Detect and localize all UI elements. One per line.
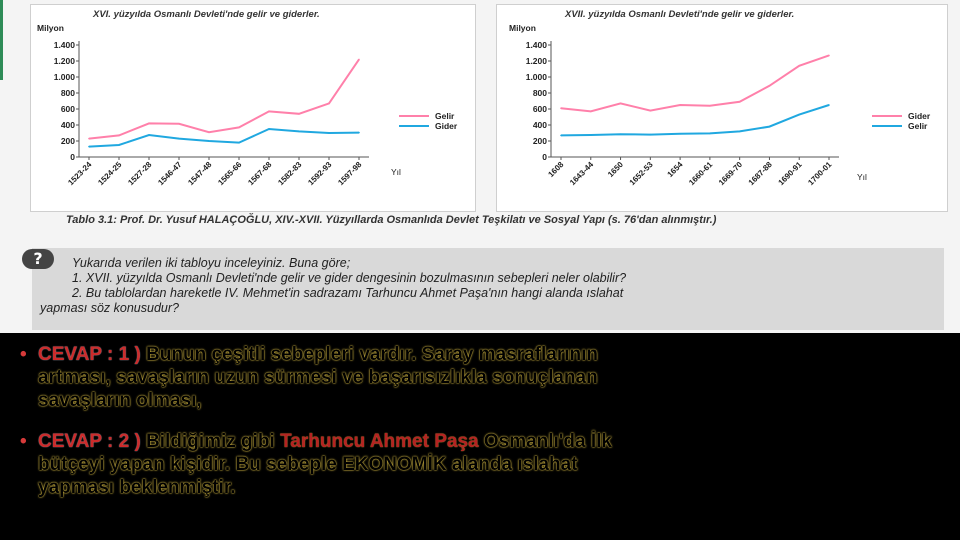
data-point	[238, 127, 240, 129]
data-point	[798, 114, 800, 116]
y-tick-label: 800	[532, 88, 547, 98]
data-point	[828, 104, 830, 106]
data-point	[178, 138, 180, 140]
data-point	[828, 55, 830, 57]
data-point	[358, 59, 360, 61]
question-intro: Yukarıda verilen iki tabloyu inceleyiniz. Buna göre;	[72, 256, 351, 270]
answer-2-label: CEVAP : 2 )	[38, 431, 141, 452]
x-tick-label: 1700-01	[806, 160, 834, 188]
x-tick-label: 1669-70	[716, 160, 745, 188]
data-point	[268, 111, 270, 113]
x-tick-label: 1582-83	[276, 160, 304, 188]
chart-17th-century	[496, 4, 948, 212]
bullet: •	[20, 344, 27, 365]
y-tick-label: 200	[60, 136, 75, 146]
x-axis-label: Yıl	[857, 172, 867, 182]
x-tick-label: 1546-47	[156, 160, 184, 188]
data-point	[268, 128, 270, 130]
series-lines	[560, 55, 830, 137]
x-tick-label: 1567-68	[246, 160, 274, 188]
answer-2-text-1: Bildiğimiz gibi	[140, 431, 281, 452]
data-point	[88, 146, 90, 148]
y-unit-label: Milyon	[509, 23, 536, 33]
y-tick-label: 800	[60, 88, 75, 98]
x-tick-label: 1597-98	[336, 160, 364, 188]
data-point	[148, 134, 150, 136]
data-point	[709, 105, 711, 107]
chart-16th-svg	[31, 5, 475, 211]
chart-17th-svg	[497, 5, 947, 211]
legend-label: Gider	[435, 121, 458, 131]
answer-2	[20, 430, 900, 499]
data-point	[298, 113, 300, 115]
x-tick-label: 1524-25	[96, 160, 124, 188]
data-point	[328, 103, 330, 105]
y-ticks	[54, 40, 79, 162]
x-ticks	[66, 157, 364, 187]
question-1: 1. XVII. yüzyılda Osmanlı Devleti'nde gelir ve gider dengesinin bozulmasının sebepleri neler olabilir?	[72, 271, 627, 285]
x-tick-label: 1547-48	[186, 160, 214, 188]
x-axis-label: Yıl	[391, 167, 401, 177]
question-text	[40, 256, 940, 316]
legend-label: Gider	[908, 111, 931, 121]
edge-accent	[0, 0, 3, 80]
answer-1-text-1: Bunun çeşitli sebepleri vardır. Saray masraflarının	[140, 344, 599, 365]
series-line-gider	[561, 55, 829, 111]
x-tick-label: 1687-88	[746, 160, 774, 188]
y-tick-label: 600	[532, 104, 547, 114]
data-point	[650, 134, 652, 136]
bullet: •	[20, 431, 27, 452]
y-unit-label: Milyon	[37, 23, 64, 33]
y-tick-label: 0	[542, 152, 547, 162]
answer-2-text-4: yapması beklenmiştir.	[38, 477, 236, 498]
data-point	[709, 133, 711, 135]
legend-label: Gelir	[435, 111, 455, 121]
data-point	[148, 123, 150, 125]
data-point	[298, 131, 300, 133]
y-tick-label: 1.000	[525, 72, 547, 82]
y-tick-label: 0	[70, 152, 75, 162]
y-tick-label: 1.400	[525, 40, 547, 50]
data-point	[590, 134, 592, 136]
data-point	[739, 101, 741, 103]
y-tick-label: 1.000	[53, 72, 75, 82]
y-tick-label: 1.200	[53, 56, 75, 66]
question-mark-icon: ?	[22, 249, 54, 269]
data-point	[739, 131, 741, 133]
question-2: 2. Bu tablolardan hareketle IV. Mehmet'in sadrazamı Tarhuncu Ahmet Paşa'nın hangi alanda ıslahat	[72, 286, 624, 300]
y-tick-label: 400	[60, 120, 75, 130]
x-tick-label: 1660-61	[687, 160, 715, 188]
data-point	[208, 140, 210, 142]
data-point	[178, 123, 180, 125]
data-point	[620, 103, 622, 105]
y-tick-label: 1.400	[53, 40, 75, 50]
answer-2-text-2: Osmanlı'da İlk	[478, 431, 612, 452]
y-tick-label: 400	[532, 120, 547, 130]
answer-1-text-2: artması, savaşların uzun sürmesi ve başarısızlıkla sonuçlanan	[38, 367, 598, 388]
chart-title: XVII. yüzyılda Osmanlı Devleti'nde gelir ve giderler.	[565, 9, 795, 20]
data-point	[679, 133, 681, 135]
data-point	[560, 135, 562, 137]
data-point	[650, 110, 652, 112]
x-tick-label: 1654	[665, 160, 685, 179]
legend	[399, 111, 458, 131]
question-2-continued: yapması söz konusudur?	[40, 301, 179, 315]
data-point	[208, 131, 210, 133]
x-tick-label: 1608	[546, 160, 566, 179]
x-tick-label: 1523-24	[66, 160, 94, 188]
data-point	[769, 85, 771, 87]
x-tick-label: 1527-28	[126, 160, 154, 188]
x-tick-label: 1690-91	[776, 160, 804, 188]
data-point	[679, 104, 681, 106]
x-ticks	[546, 157, 833, 187]
x-tick-label: 1650	[606, 160, 625, 179]
data-point	[560, 107, 562, 109]
data-point	[88, 138, 90, 140]
data-point	[590, 111, 592, 113]
chart-title: XVI. yüzyılda Osmanlı Devleti'nde gelir ve giderler.	[93, 9, 320, 20]
answer-1-text-3: savaşların olması,	[38, 390, 202, 411]
x-tick-label: 1643-44	[568, 160, 596, 188]
x-tick-label: 1652-53	[627, 160, 655, 188]
data-point	[118, 135, 120, 137]
data-point	[769, 126, 771, 128]
grid	[79, 41, 369, 157]
y-tick-label: 200	[532, 136, 547, 146]
series-line-gelir	[89, 59, 359, 138]
data-point	[328, 132, 330, 134]
answer-2-name: Tarhuncu Ahmet Paşa	[280, 431, 479, 452]
table-caption: Tablo 3.1: Prof. Dr. Yusuf HALAÇOĞLU, XIV.-XVII. Yüzyıllarda Osmanlıda Devlet Teşkilatı ve Sosyal Yapı (s. 76'dan alınmıştır.)	[66, 214, 717, 226]
legend-label: Gelir	[908, 121, 928, 131]
answer-2-text-3: bütçeyi yapan kişidir. Bu sebeple EKONOMİK alanda ıslahat	[38, 454, 578, 475]
y-tick-label: 600	[60, 104, 75, 114]
data-point	[620, 133, 622, 135]
grid	[551, 41, 839, 157]
answer-1-label: CEVAP : 1 )	[38, 344, 141, 365]
data-point	[118, 144, 120, 146]
x-tick-label: 1592-93	[306, 160, 334, 188]
legend	[872, 111, 931, 131]
y-tick-label: 1.200	[525, 56, 547, 66]
data-point	[358, 132, 360, 134]
y-ticks	[526, 40, 551, 162]
series-lines	[88, 59, 360, 148]
data-point	[238, 142, 240, 144]
chart-16th-century	[30, 4, 476, 212]
x-tick-label: 1565-66	[216, 160, 244, 188]
answer-1	[20, 343, 900, 412]
data-point	[798, 65, 800, 67]
